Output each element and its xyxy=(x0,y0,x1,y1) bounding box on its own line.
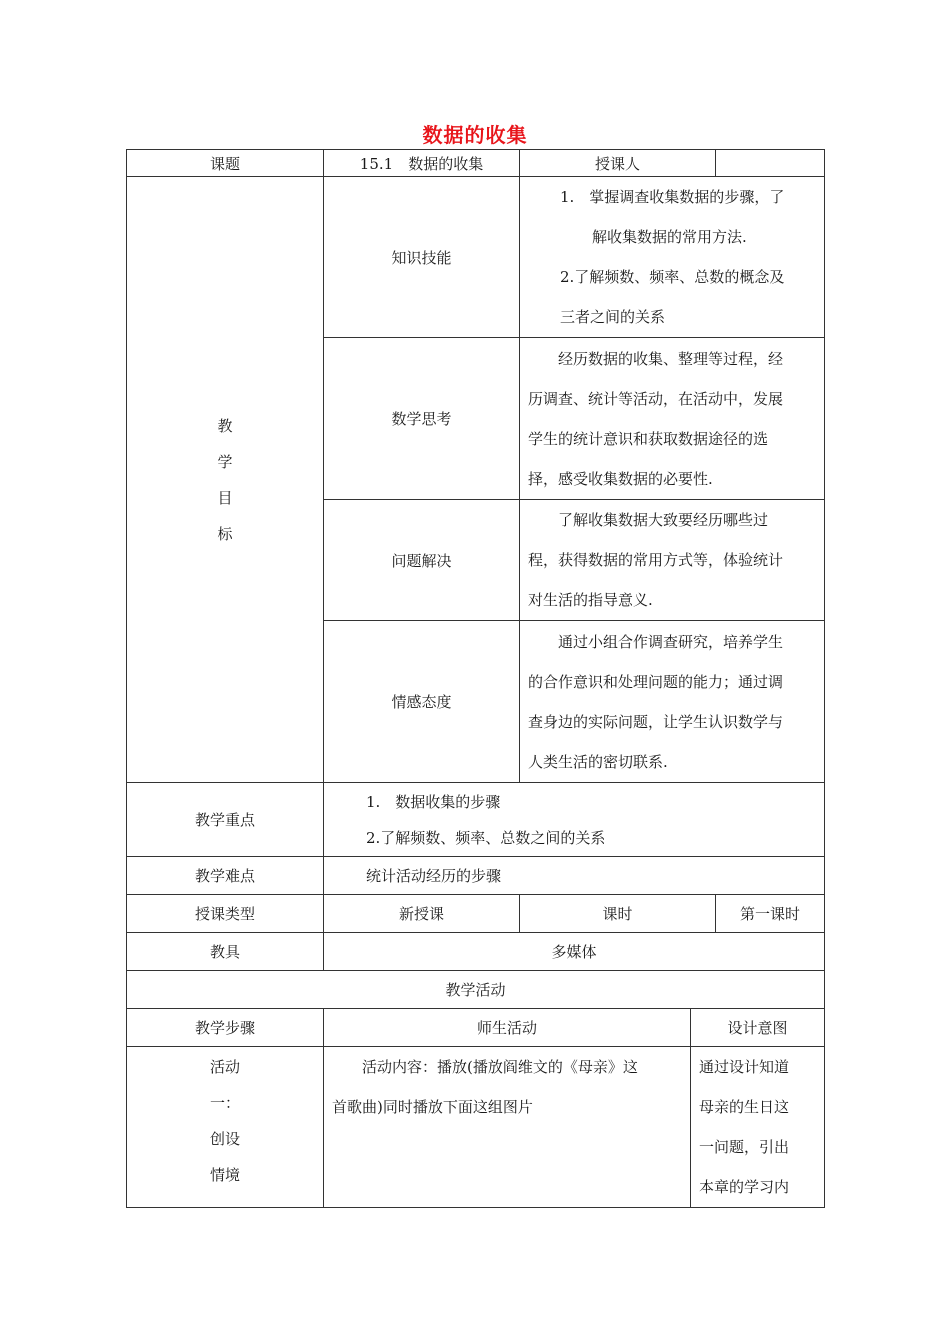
goal-label-char: 目 xyxy=(217,488,233,507)
goal-line: 三者之间的关系 xyxy=(560,308,666,326)
goal-line: 经历数据的收集、整理等过程，经 xyxy=(558,349,784,368)
teacher-label: 授课人 xyxy=(520,150,716,177)
hours-value: 第一课时 xyxy=(716,895,825,933)
goal-text-knowledge xyxy=(520,177,825,338)
tools-row xyxy=(127,933,825,971)
key-point-line: 2.了解频数、频率、总数之间的关系 xyxy=(366,828,606,847)
goal-line: 程，获得数据的常用方式等，体验统计 xyxy=(528,551,784,569)
goal-label-char: 教 xyxy=(217,416,233,435)
intent-line: 通过设计知道 xyxy=(699,1058,790,1076)
lesson-type-label: 授课类型 xyxy=(127,895,324,933)
tools-value: 多媒体 xyxy=(324,933,825,971)
step-line: 一： xyxy=(209,1094,240,1112)
activities-header-row xyxy=(127,1009,825,1047)
document-title: 数据的收集 xyxy=(422,123,528,147)
difficulty-row xyxy=(127,857,825,895)
step-line: 活动 xyxy=(209,1058,240,1076)
goal-label-char: 学 xyxy=(217,452,233,471)
goal-line: 了解收集数据大致要经历哪些过 xyxy=(558,511,769,529)
goal-line: 1. 掌握调查收集数据的步骤，了 xyxy=(560,188,785,206)
activity-line: 首歌曲)同时播放下面这组图片 xyxy=(332,1098,533,1116)
goal-text-problem xyxy=(520,500,825,621)
goal-line: 解收集数据的常用方法. xyxy=(592,228,747,246)
goal-line: 查身边的实际问题，让学生认识数学与 xyxy=(528,712,784,731)
goal-line: 的合作意识和处理问题的能力；通过调 xyxy=(528,672,784,691)
col-steps-header: 教学步骤 xyxy=(127,1009,324,1047)
goal-line: 学生的统计意识和获取数据途径的选 xyxy=(528,429,769,448)
topic-value: 15.1 数据的收集 xyxy=(324,150,520,177)
step-line: 创设 xyxy=(209,1130,240,1148)
teacher-value xyxy=(716,150,825,177)
activity-intent xyxy=(691,1047,825,1208)
goal-line: 择，感受收集数据的必要性. xyxy=(528,469,713,488)
intent-line: 母亲的生日这 xyxy=(699,1098,790,1116)
teaching-goals-label xyxy=(127,177,324,783)
goal-row-knowledge xyxy=(127,177,825,338)
key-points-row xyxy=(127,783,825,857)
activities-title-row xyxy=(127,971,825,1009)
goal-name-knowledge: 知识技能 xyxy=(324,177,520,338)
intent-line: 一问题，引出 xyxy=(699,1138,790,1156)
activity-step xyxy=(127,1047,324,1208)
goal-line: 2.了解频数、频率、总数的概念及 xyxy=(560,268,785,286)
key-points-text xyxy=(324,783,825,857)
goal-text-thinking xyxy=(520,338,825,500)
tools-label: 教具 xyxy=(127,933,324,971)
header-row xyxy=(127,150,825,177)
hours-label: 课时 xyxy=(520,895,716,933)
difficulty-label: 教学难点 xyxy=(127,857,324,895)
key-points-label: 教学重点 xyxy=(127,783,324,857)
goal-name-thinking: 数学思考 xyxy=(324,338,520,500)
goal-name-attitude: 情感态度 xyxy=(324,621,520,783)
intent-line: 本章的学习内 xyxy=(699,1178,790,1196)
step-line: 情境 xyxy=(209,1166,240,1184)
goal-line: 对生活的指导意义. xyxy=(528,591,653,609)
lesson-type-row xyxy=(127,895,825,933)
topic-label: 课题 xyxy=(127,150,324,177)
activities-title: 教学活动 xyxy=(127,971,825,1009)
lesson-plan-table xyxy=(126,149,825,1208)
key-point-line: 1. 数据收集的步骤 xyxy=(366,792,501,811)
goal-name-problem: 问题解决 xyxy=(324,500,520,621)
col-activity-header: 师生活动 xyxy=(324,1009,691,1047)
goal-line: 通过小组合作调查研究，培养学生 xyxy=(558,632,784,651)
goal-text-attitude xyxy=(520,621,825,783)
col-intent-header: 设计意图 xyxy=(691,1009,825,1047)
activity-row-1 xyxy=(127,1047,825,1208)
goal-line: 历调查、统计等活动，在活动中，发展 xyxy=(528,389,784,408)
difficulty-text: 统计活动经历的步骤 xyxy=(324,857,825,895)
lesson-type-value: 新授课 xyxy=(324,895,520,933)
goal-line: 人类生活的密切联系. xyxy=(528,752,668,771)
activity-content xyxy=(324,1047,691,1208)
goal-label-char: 标 xyxy=(217,524,233,543)
activity-line: 活动内容：播放(播放阎维文的《母亲》这 xyxy=(362,1058,638,1076)
